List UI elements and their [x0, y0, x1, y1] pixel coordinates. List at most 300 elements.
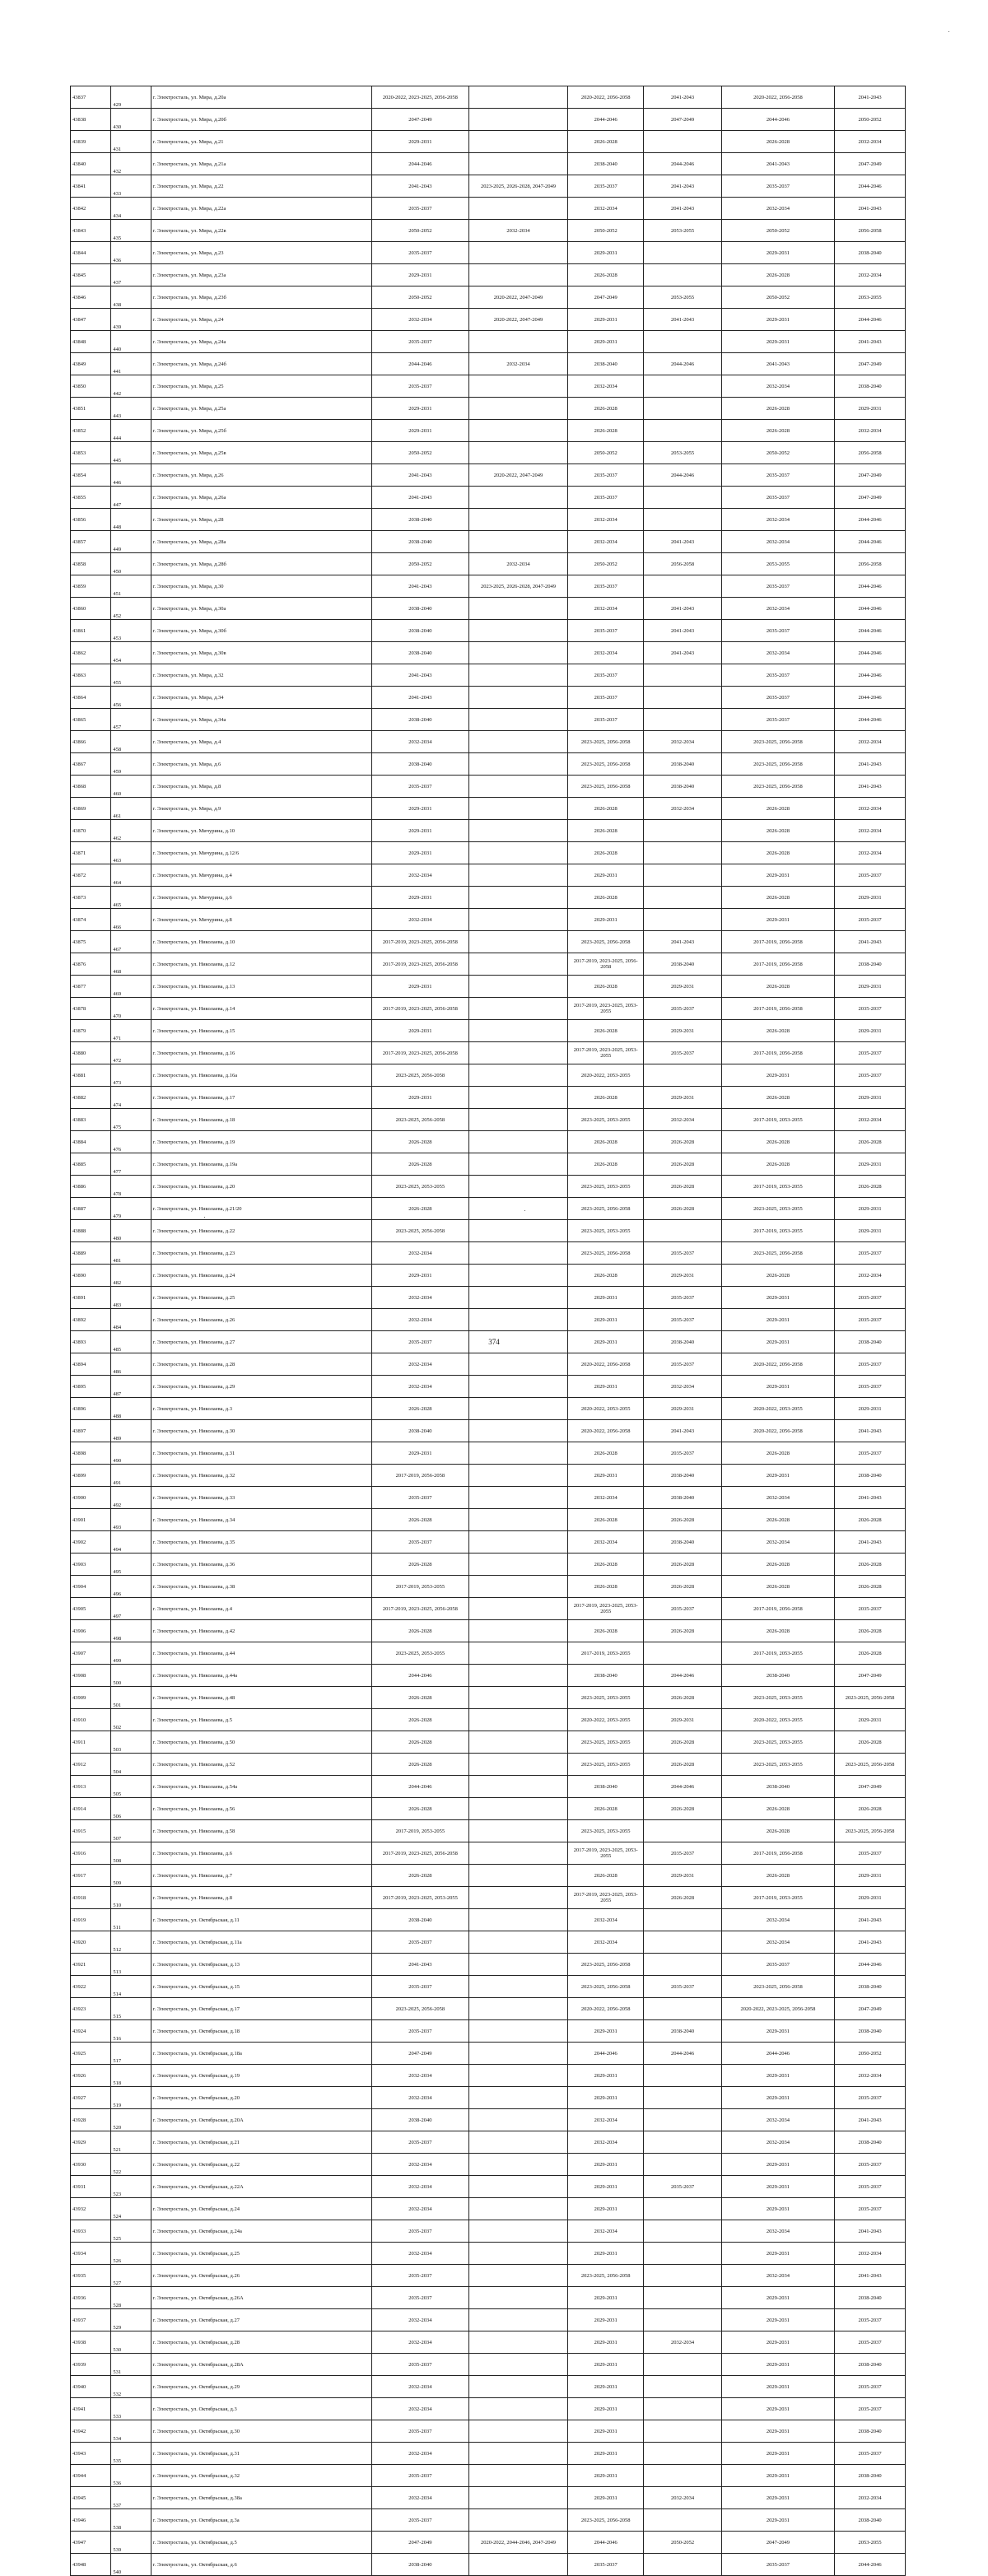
table-row: [71, 2176, 906, 2198]
table-cell: 2038-2040: [835, 2465, 906, 2487]
table-cell: [468, 1776, 567, 1798]
table-cell: 2029-2031: [835, 1887, 906, 1909]
table-cell: 2029-2031: [371, 976, 468, 998]
table-cell: 2020-2022, 2053-2055: [568, 1398, 644, 1420]
table-cell: 2029-2031: [721, 2176, 834, 2198]
table-cell: 527: [111, 2265, 151, 2287]
table-cell: 2035-2037: [568, 687, 644, 709]
table-cell: 43898: [71, 1442, 111, 1465]
table-cell: 2026-2028: [721, 1576, 834, 1598]
table-cell: г. Электросталь, ул. Мира, д.25в: [151, 442, 371, 464]
table-cell: 497: [111, 1598, 151, 1620]
table-cell: 2032-2034: [644, 798, 721, 820]
table-cell: 2047-2049: [835, 353, 906, 375]
table-cell: 2023-2025, 2056-2058: [568, 2509, 644, 2532]
table-row: [71, 531, 906, 553]
table-cell: 433: [111, 175, 151, 198]
table-cell: 2026-2028: [371, 1554, 468, 1576]
table-cell: 43875: [71, 931, 111, 953]
table-cell: 2041-2043: [371, 175, 468, 198]
table-cell: 2029-2031: [835, 1020, 906, 1042]
table-cell: 2026-2028: [568, 1554, 644, 1576]
table-cell: 2023-2025, 2026-2028, 2047-2049: [468, 575, 567, 598]
table-cell: 508: [111, 1842, 151, 1865]
table-cell: г. Электросталь, ул. Октябрьская, д.3а: [151, 2509, 371, 2532]
table-cell: г. Электросталь, ул. Николаева, д.3: [151, 1398, 371, 1420]
table-cell: 504: [111, 1754, 151, 1776]
table-cell: [468, 1731, 567, 1754]
table-cell: 2023-2025, 2056-2058: [371, 1998, 468, 2020]
table-cell: 2017-2019, 2023-2025, 2056-2058: [371, 1598, 468, 1620]
table-cell: [644, 2354, 721, 2376]
table-cell: 2038-2040: [835, 2509, 906, 2532]
table-cell: 2032-2034: [721, 2220, 834, 2243]
table-cell: 530: [111, 2331, 151, 2354]
table-cell: 2032-2034: [371, 2176, 468, 2198]
table-row: [71, 2354, 906, 2376]
table-cell: [644, 664, 721, 687]
table-row: [71, 1153, 906, 1176]
table-cell: [468, 598, 567, 620]
table-cell: 2035-2037: [371, 2420, 468, 2443]
table-cell: 488: [111, 1398, 151, 1420]
table-cell: [468, 2443, 567, 2465]
table-cell: 2020-2022, 2053-2055: [721, 1398, 834, 1420]
table-cell: 2017-2019, 2023-2025, 2053-2055: [568, 1598, 644, 1620]
table-cell: 2026-2028: [721, 1442, 834, 1465]
table-row: [71, 1109, 906, 1131]
table-cell: 2038-2040: [835, 953, 906, 976]
table-cell: [468, 2265, 567, 2287]
table-cell: 2020-2022, 2053-2055: [568, 1064, 644, 1087]
table-cell: г. Электросталь, ул. Октябрьская, д.11: [151, 1909, 371, 1931]
table-cell: 43838: [71, 109, 111, 131]
table-cell: [468, 2554, 567, 2576]
table-cell: 455: [111, 664, 151, 687]
table-cell: [468, 1931, 567, 1954]
table-cell: 2041-2043: [835, 931, 906, 953]
table-cell: 521: [111, 2131, 151, 2154]
table-cell: 2029-2031: [721, 2354, 834, 2376]
table-cell: г. Электросталь, ул. Николаева, д.14: [151, 998, 371, 1020]
table-row: [71, 1220, 906, 1242]
table-cell: 2017-2019, 2056-2058: [721, 1842, 834, 1865]
table-cell: 511: [111, 1909, 151, 1931]
table-cell: 2026-2028: [644, 1176, 721, 1198]
table-cell: 2032-2034: [371, 864, 468, 887]
table-cell: 2044-2046: [568, 2532, 644, 2554]
table-cell: 2038-2040: [721, 1665, 834, 1687]
table-cell: 2026-2028: [568, 1020, 644, 1042]
table-cell: [644, 1064, 721, 1087]
table-cell: [644, 2243, 721, 2265]
table-cell: 2050-2052: [371, 553, 468, 575]
table-cell: г. Электросталь, ул. Мира, д.8: [151, 776, 371, 798]
table-row: [71, 353, 906, 375]
table-cell: 2038-2040: [371, 753, 468, 776]
table-row: [71, 2487, 906, 2509]
table-cell: 2038-2040: [568, 153, 644, 175]
table-cell: 2035-2037: [371, 331, 468, 353]
table-cell: 43884: [71, 1131, 111, 1153]
table-cell: 2029-2031: [835, 887, 906, 909]
table-cell: 503: [111, 1731, 151, 1754]
table-cell: 2032-2034: [371, 2087, 468, 2109]
table-cell: 486: [111, 1353, 151, 1376]
table-cell: 2044-2046: [371, 1776, 468, 1798]
table-cell: 432: [111, 153, 151, 175]
table-row: [71, 1398, 906, 1420]
table-cell: 43913: [71, 1776, 111, 1798]
table-cell: 509: [111, 1865, 151, 1887]
table-cell: 2017-2019, 2023-2025, 2053-2055: [568, 1842, 644, 1865]
table-cell: [468, 2043, 567, 2065]
table-cell: 43859: [71, 575, 111, 598]
table-cell: 43904: [71, 1576, 111, 1598]
table-cell: 43839: [71, 131, 111, 153]
table-cell: 493: [111, 1509, 151, 1531]
table-cell: 43896: [71, 1398, 111, 1420]
table-cell: 2023-2025, 2056-2058: [568, 753, 644, 776]
table-cell: 490: [111, 1442, 151, 1465]
table-row: [71, 420, 906, 442]
table-cell: г. Электросталь, ул. Октябрьская, д.26: [151, 2265, 371, 2287]
table-cell: [468, 842, 567, 864]
table-cell: г. Электросталь, ул. Октябрьская, д.6: [151, 2554, 371, 2576]
table-cell: 2035-2037: [644, 1442, 721, 1465]
table-cell: 2038-2040: [835, 1465, 906, 1487]
table-cell: 43900: [71, 1487, 111, 1509]
table-cell: 43855: [71, 487, 111, 509]
table-cell: 2029-2031: [721, 2243, 834, 2265]
table-cell: 2026-2028: [568, 842, 644, 864]
table-cell: 2041-2043: [644, 620, 721, 642]
table-row: [71, 931, 906, 953]
table-cell: 506: [111, 1798, 151, 1820]
table-cell: 43856: [71, 509, 111, 531]
table-cell: 2032-2034: [568, 1931, 644, 1954]
table-cell: 2038-2040: [835, 2020, 906, 2043]
table-cell: г. Электросталь, ул. Николаева, д.5: [151, 1709, 371, 1731]
table-cell: г. Электросталь, ул. Мира, д.26а: [151, 487, 371, 509]
table-cell: г. Электросталь, ул. Октябрьская, д.25: [151, 2243, 371, 2265]
table-cell: 444: [111, 420, 151, 442]
table-row: [71, 153, 906, 175]
table-cell: 2023-2025, 2056-2058: [568, 1242, 644, 1265]
table-row: [71, 1620, 906, 1642]
table-cell: г. Электросталь, ул. Октябрьская, д.26А: [151, 2287, 371, 2309]
table-row: [71, 753, 906, 776]
table-cell: 2038-2040: [644, 953, 721, 976]
table-cell: 2035-2037: [721, 487, 834, 509]
table-cell: 2026-2028: [568, 1442, 644, 1465]
table-cell: 2044-2046: [644, 464, 721, 487]
table-cell: 453: [111, 620, 151, 642]
table-cell: 2047-2049: [371, 109, 468, 131]
table-cell: 43945: [71, 2487, 111, 2509]
table-cell: 43844: [71, 242, 111, 264]
table-cell: 2029-2031: [721, 1287, 834, 1309]
table-cell: 43862: [71, 642, 111, 664]
table-row: [71, 664, 906, 687]
table-cell: 2026-2028: [371, 1620, 468, 1642]
table-cell: 516: [111, 2020, 151, 2043]
table-cell: 2035-2037: [835, 2376, 906, 2398]
table-cell: г. Электросталь, ул. Николаева, д.32: [151, 1465, 371, 1487]
table-cell: г. Электросталь, ул. Николаева, д.17: [151, 1087, 371, 1109]
table-cell: 2026-2028: [568, 820, 644, 842]
table-row: [71, 1176, 906, 1198]
table-cell: [644, 1820, 721, 1842]
table-cell: 43916: [71, 1842, 111, 1865]
table-cell: 2050-2052: [835, 2043, 906, 2065]
table-cell: 2029-2031: [721, 331, 834, 353]
table-cell: [468, 798, 567, 820]
table-cell: 2026-2028: [721, 420, 834, 442]
table-row: [71, 1754, 906, 1776]
table-cell: 2029-2031: [721, 864, 834, 887]
table-cell: 2044-2046: [721, 2043, 834, 2065]
table-cell: [644, 2443, 721, 2465]
table-cell: 2044-2046: [835, 620, 906, 642]
table-cell: 2032-2034: [371, 1376, 468, 1398]
table-cell: 2032-2034: [371, 909, 468, 931]
table-row: [71, 398, 906, 420]
table-row: [71, 2331, 906, 2354]
table-cell: [644, 842, 721, 864]
table-cell: 2041-2043: [721, 153, 834, 175]
table-cell: 470: [111, 998, 151, 1020]
table-cell: 473: [111, 1064, 151, 1087]
table-row: [71, 798, 906, 820]
table-cell: г. Электросталь, ул. Октябрьская, д.13: [151, 1954, 371, 1976]
table-cell: [468, 1554, 567, 1576]
table-cell: 2032-2034: [371, 2487, 468, 2509]
table-cell: 2041-2043: [644, 198, 721, 220]
table-cell: г. Электросталь, ул. Николаева, д.22: [151, 1220, 371, 1242]
table-cell: 2026-2028: [568, 420, 644, 442]
table-cell: 513: [111, 1954, 151, 1976]
table-cell: 43883: [71, 1109, 111, 1131]
table-cell: 2032-2034: [644, 2331, 721, 2354]
table-row: [71, 976, 906, 998]
table-cell: г. Электросталь, ул. Николаева, д.31: [151, 1442, 371, 1465]
table-cell: 2035-2037: [835, 2087, 906, 2109]
table-cell: 2035-2037: [721, 687, 834, 709]
table-cell: 2026-2028: [835, 1731, 906, 1754]
table-cell: 43941: [71, 2398, 111, 2420]
table-cell: 2035-2037: [568, 464, 644, 487]
table-cell: 43939: [71, 2354, 111, 2376]
table-cell: 2017-2019, 2023-2025, 2056-2058: [371, 1042, 468, 1064]
table-cell: г. Электросталь, ул. Николаева, д.29: [151, 1376, 371, 1398]
table-cell: 2023-2025, 2053-2055: [568, 1754, 644, 1776]
table-cell: [644, 820, 721, 842]
table-cell: [468, 2287, 567, 2309]
table-cell: 2026-2028: [644, 1576, 721, 1598]
table-cell: 2032-2034: [835, 842, 906, 864]
table-cell: 2047-2049: [568, 286, 644, 309]
table-cell: [468, 1576, 567, 1598]
table-cell: 43894: [71, 1353, 111, 1376]
table-cell: 2044-2046: [644, 1776, 721, 1798]
table-cell: 2020-2022, 2047-2049: [468, 464, 567, 487]
table-cell: [468, 998, 567, 1020]
table-cell: г. Электросталь, ул. Октябрьская, д.20А: [151, 2109, 371, 2131]
table-row: [71, 1709, 906, 1731]
table-cell: 2023-2025, 2053-2055: [568, 1176, 644, 1198]
table-cell: 2023-2025, 2056-2058: [721, 753, 834, 776]
table-cell: 498: [111, 1620, 151, 1642]
table-cell: 2026-2028: [568, 798, 644, 820]
table-row: [71, 575, 906, 598]
table-cell: 2041-2043: [371, 1954, 468, 1976]
table-cell: 2038-2040: [568, 353, 644, 375]
table-cell: 2032-2034: [371, 2309, 468, 2331]
table-cell: 447: [111, 487, 151, 509]
table-cell: 2029-2031: [721, 909, 834, 931]
table-cell: 463: [111, 842, 151, 864]
table-cell: 464: [111, 864, 151, 887]
table-cell: 2026-2028: [835, 1509, 906, 1531]
table-row: [71, 909, 906, 931]
table-cell: 2035-2037: [835, 1287, 906, 1309]
table-cell: 2029-2031: [568, 909, 644, 931]
table-cell: 2026-2028: [371, 1687, 468, 1709]
table-cell: 2038-2040: [835, 2420, 906, 2443]
table-cell: 2050-2052: [568, 553, 644, 575]
table-cell: 43846: [71, 286, 111, 309]
table-cell: г. Электросталь, ул. Мичурина, д.12/6: [151, 842, 371, 864]
table-cell: 2017-2019, 2056-2058: [721, 953, 834, 976]
table-cell: 2032-2034: [721, 198, 834, 220]
table-cell: 472: [111, 1042, 151, 1064]
table-cell: г. Электросталь, ул. Мира, д.22а: [151, 198, 371, 220]
table-row: [71, 2065, 906, 2087]
table-cell: 2017-2019, 2053-2055: [371, 1576, 468, 1598]
table-cell: [644, 420, 721, 442]
table-cell: [644, 2198, 721, 2220]
table-cell: 43933: [71, 2220, 111, 2243]
table-cell: г. Электросталь, ул. Октябрьская, д.22А: [151, 2176, 371, 2198]
table-row: [71, 1242, 906, 1265]
table-cell: [468, 1442, 567, 1465]
table-cell: [468, 531, 567, 553]
table-cell: 2026-2028: [371, 1731, 468, 1754]
table-cell: 2032-2034: [568, 2109, 644, 2131]
table-cell: 436: [111, 242, 151, 264]
table-cell: г. Электросталь, ул. Мичурина, д.4: [151, 864, 371, 887]
table-cell: 2044-2046: [835, 509, 906, 531]
table-cell: 2029-2031: [568, 2376, 644, 2398]
table-cell: 2026-2028: [835, 1798, 906, 1820]
table-cell: г. Электросталь, ул. Николаева, д.23: [151, 1242, 371, 1265]
table-cell: 2032-2034: [721, 1931, 834, 1954]
table-cell: [468, 442, 567, 464]
table-cell: 2032-2034: [568, 375, 644, 398]
table-cell: 2044-2046: [644, 1665, 721, 1687]
table-cell: 2035-2037: [721, 175, 834, 198]
table-row: [71, 2420, 906, 2443]
scan-speck: [948, 31, 949, 32]
table-row: [71, 553, 906, 575]
table-cell: 2035-2037: [721, 2554, 834, 2576]
table-cell: 2044-2046: [371, 153, 468, 175]
table-cell: 522: [111, 2154, 151, 2176]
table-cell: 2029-2031: [568, 2443, 644, 2465]
register-table-body: [71, 86, 906, 2576]
table-cell: 2050-2052: [568, 220, 644, 242]
table-cell: 2035-2037: [721, 709, 834, 731]
table-cell: 2038-2040: [568, 1776, 644, 1798]
table-cell: [468, 1064, 567, 1087]
table-cell: г. Электросталь, ул. Октябрьская, д.3: [151, 2398, 371, 2420]
table-cell: 43842: [71, 198, 111, 220]
table-cell: 461: [111, 798, 151, 820]
table-cell: 469: [111, 976, 151, 998]
table-cell: [644, 509, 721, 531]
table-cell: 2029-2031: [568, 2309, 644, 2331]
table-cell: [468, 1887, 567, 1909]
table-cell: 43885: [71, 1153, 111, 1176]
table-cell: 2026-2028: [568, 398, 644, 420]
table-cell: [644, 264, 721, 286]
table-cell: 43864: [71, 687, 111, 709]
table-cell: 2035-2037: [568, 487, 644, 509]
table-cell: 43926: [71, 2065, 111, 2087]
table-cell: [644, 2376, 721, 2398]
table-row: [71, 776, 906, 798]
table-row: [71, 1554, 906, 1576]
table-cell: 43923: [71, 1998, 111, 2020]
table-cell: г. Электросталь, ул. Николаева, д.56: [151, 1798, 371, 1820]
table-cell: 2038-2040: [835, 242, 906, 264]
table-cell: 43874: [71, 909, 111, 931]
table-cell: 2041-2043: [371, 464, 468, 487]
table-cell: 43936: [71, 2287, 111, 2309]
table-cell: 43837: [71, 86, 111, 109]
table-row: [71, 1909, 906, 1931]
table-cell: [644, 909, 721, 931]
table-cell: 2044-2046: [568, 109, 644, 131]
table-row: [71, 642, 906, 664]
table-cell: г. Электросталь, ул. Николаева, д.6: [151, 1842, 371, 1865]
table-cell: [468, 2087, 567, 2109]
table-cell: 2026-2028: [721, 1131, 834, 1153]
table-cell: 2038-2040: [835, 1976, 906, 1998]
table-cell: 43852: [71, 420, 111, 442]
table-cell: [468, 1198, 567, 1220]
table-row: [71, 1265, 906, 1287]
table-cell: г. Электросталь, ул. Мира, д.32: [151, 664, 371, 687]
table-row: [71, 2109, 906, 2131]
table-cell: 2020-2022, 2023-2025, 2056-2058: [721, 1998, 834, 2020]
table-cell: 2035-2037: [721, 1954, 834, 1976]
table-cell: 2032-2034: [644, 1376, 721, 1398]
table-cell: [468, 1642, 567, 1665]
table-cell: 2026-2028: [644, 1731, 721, 1754]
table-cell: г. Электросталь, ул. Николаева, д.16а: [151, 1064, 371, 1087]
table-row: [71, 2198, 906, 2220]
table-cell: 2041-2043: [644, 598, 721, 620]
table-cell: [468, 1220, 567, 1242]
table-cell: 2041-2043: [371, 664, 468, 687]
table-cell: 458: [111, 731, 151, 753]
table-row: [71, 1465, 906, 1487]
table-cell: 2038-2040: [644, 1465, 721, 1487]
table-cell: 2041-2043: [835, 776, 906, 798]
table-cell: 2032-2034: [568, 2131, 644, 2154]
